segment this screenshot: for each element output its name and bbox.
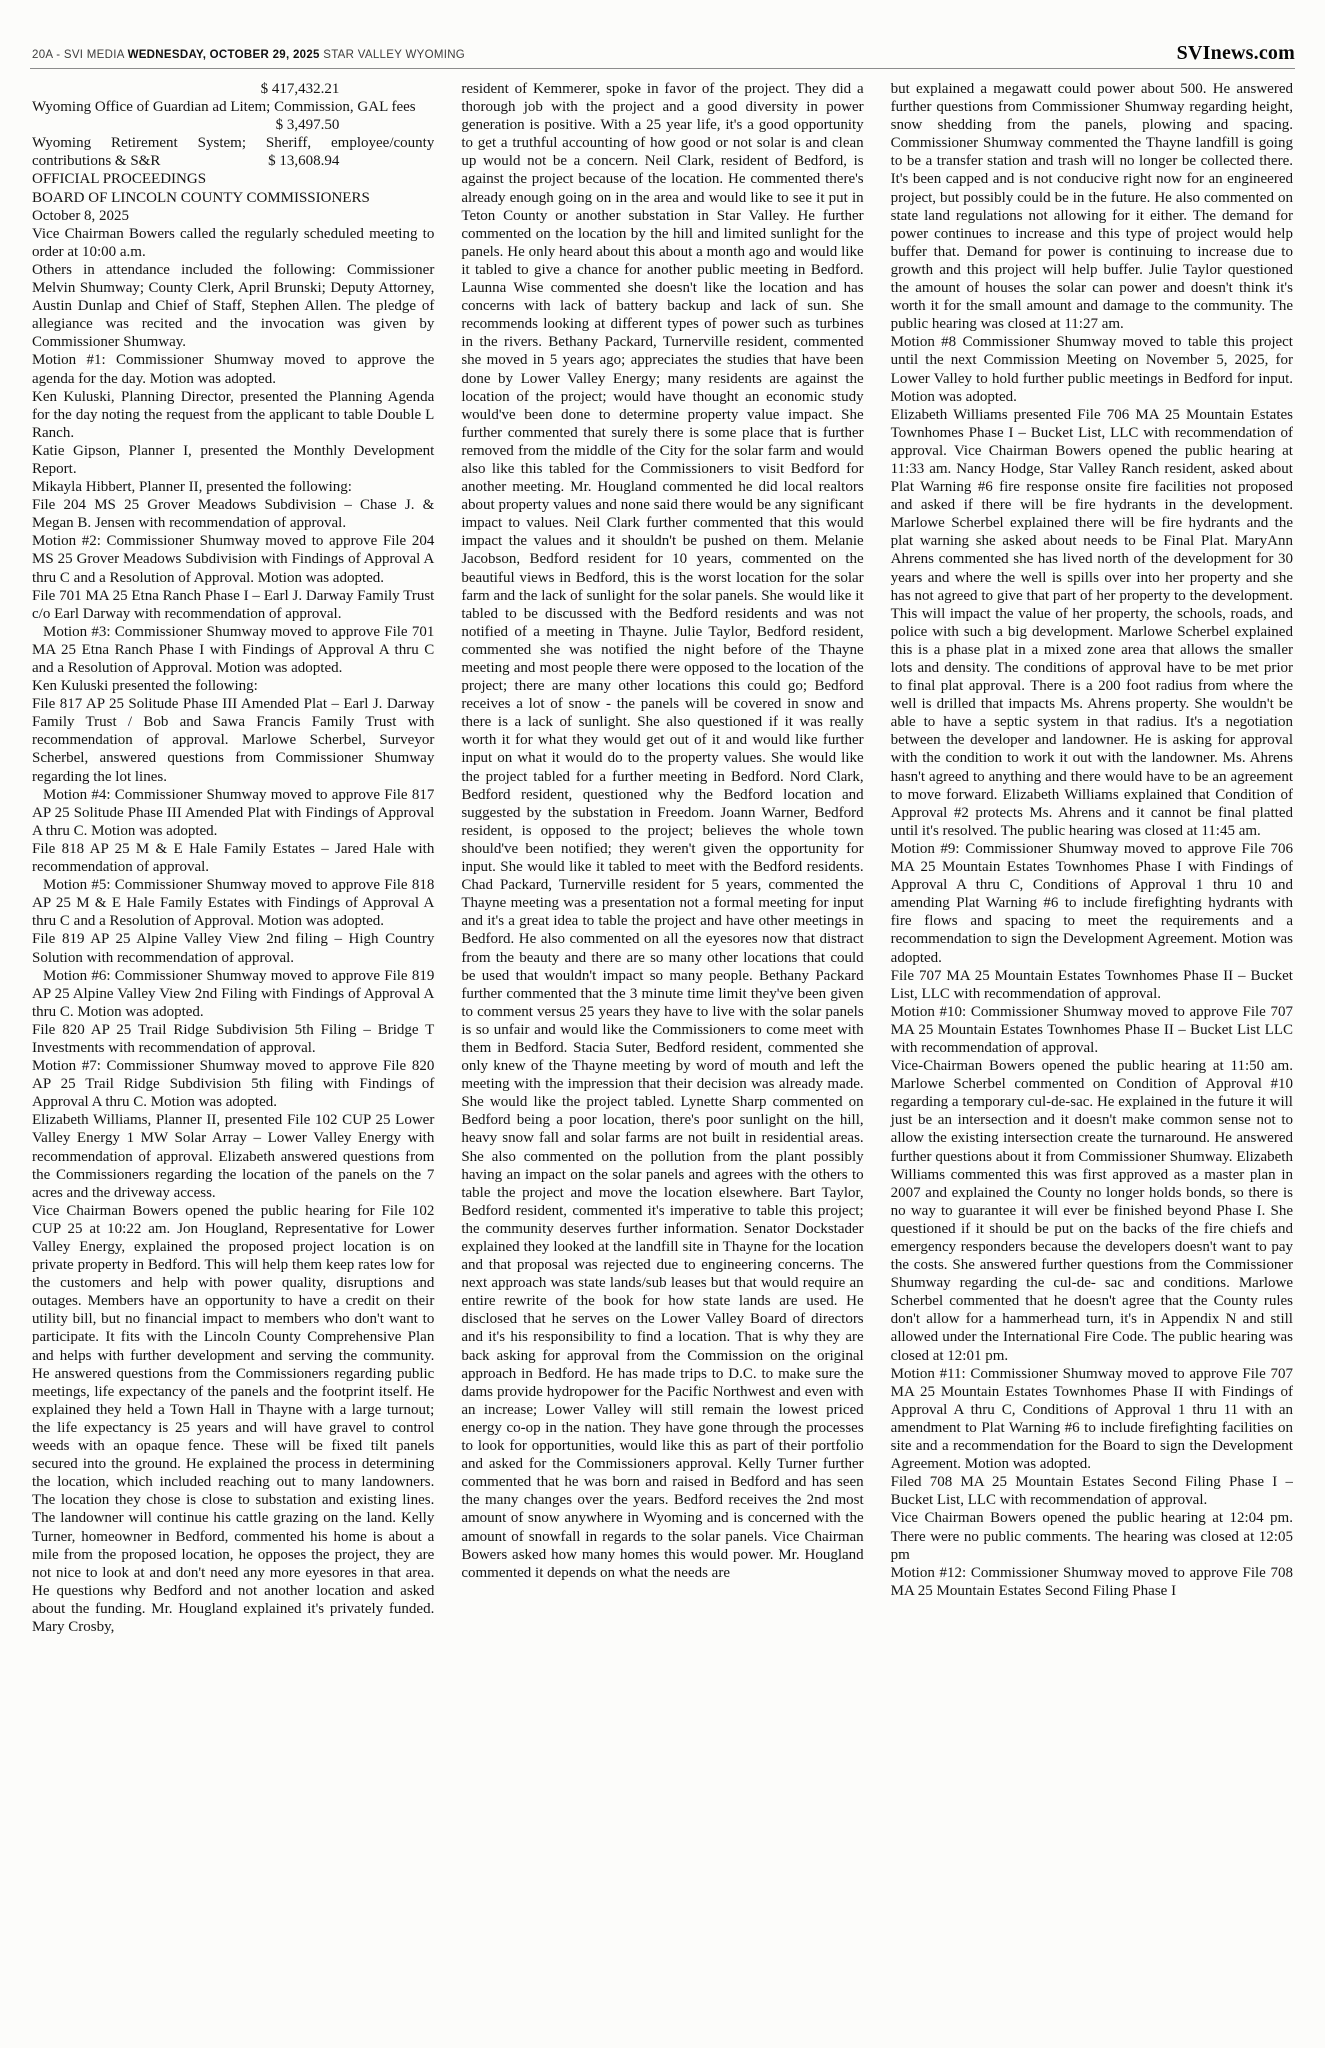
paragraph: Vice Chairman Bowers called the regularly scheduled meeting to order at 10:00 a.m. [32,225,435,260]
ledger-line [32,134,434,170]
paragraph: Motion #10: Commissioner Shumway moved to approve File 707 MA 25 Mountain Estates Townhomes Phase II – Bucket List LLC with recommendation of approval. [890,1003,1293,1056]
paragraph: Vice-Chairman Bowers opened the public hearing at 11:50 am. Marlowe Scherbel commented on Condition of Approval #10 regarding a temporary cul-de-sac. He explained in the future it will just be an intersection and it doesn't make common sense not to allow the existing intersection create the turnaround. He answered further questions about it from Commissioner Shumway. Elizabeth Williams commented this was first approved as a master plan in 2007 and explained the County no longer holds bonds, so there is no way to guarantee it will ever be finished beyond Phase I. She questioned if it should be put on the backs of the fire chiefs and emergency responders because the developers doesn't want to pay the costs. She answered further questions from the Commissioner Shumway regarding the cul-de- sac and conditions. Marlowe Scherbel commented that he doesn't agree that the County rules don't allow for a hammerhead turn, it's in Appendix N and still allowed under the International Fire Code. The public hearing was closed at 12:01 pm. [890,1058,1293,1364]
folio-location: STAR VALLEY WYOMING [319,49,466,61]
article-columns [32,80,1293,2030]
paragraph: Ken Kuluski, Planning Director, presented the Planning Agenda for the day noting the request from the applicant to table Double L Ranch. [32,388,435,441]
paragraph: October 8, 2025 [32,207,130,224]
paragraph: Mikayla Hibbert, Planner II, presented the following: [32,479,352,496]
paragraph: Others in attendance included the following: Commissioner Melvin Shumway; County Clerk, April Brunski; Deputy Attorney, Austin Dunlap and Chief of Staff, Stephen Allen. The pledge of allegiance was recited and the invocation was given by Commissioner Shumway. [32,261,435,351]
paragraph: Ken Kuluski presented the following: [32,678,258,695]
paragraph: Motion #1: Commissioner Shumway moved to approve the agenda for the day. Motion was adopted. [32,352,435,387]
paragraph: Motion #8 Commissioner Shumway moved to table this project until the next Commission Meeting on November 5, 2025, for Lower Valley to hold further public meetings in Bedford for input. Motion was adopted. [890,334,1293,405]
paragraph: Motion #7: Commissioner Shumway moved to approve File 820 AP 25 Trail Ridge Subdivision 5th filing with Findings of Approval A thru C. Motion was adopted. [32,1058,435,1111]
header-folio [32,49,465,65]
paragraph: Elizabeth Williams, Planner II, presented File 102 CUP 25 Lower Valley Energy 1 MW Solar Array – Lower Valley Energy with recommendation of approval. Elizabeth answered questions from the Commissioners regarding the location of the panels on the 7 acres and the driveway access. [32,1112,435,1201]
paragraph: File 818 AP 25 M & E Hale Family Estates – Jared Hale with recommendation of approval. [32,840,435,876]
paragraph: Katie Gipson, Planner I, presented the Monthly Development Report. [32,442,435,477]
folio-date: WEDNESDAY, OCTOBER 29, 2025 [127,49,320,61]
ledger-amount: $ 417,432.21 [260,81,340,97]
ledger-amount: $ 3,497.50 [275,117,340,134]
ledger-line [32,80,434,98]
paragraph: Motion #9: Commissioner Shumway moved to approve File 706 MA 25 Mountain Estates Townhomes Phase I with Findings of Approval A thru C, Conditions of Approval 1 thru 10 and amending Plat Warning #6 to include firefighting hydrants with fire flows and spacing to meet the requirements and a recommendation to sign the Development Agreement. Motion was adopted. [890,840,1293,966]
paragraph: File 204 MS 25 Grover Meadows Subdivision – Chase J. & Megan B. Jensen with recommendation of approval. [32,497,435,532]
site-url: SVInews.com [1176,42,1295,64]
page-header [32,42,1295,65]
paragraph: but explained a megawatt could power about 500. He answered further questions from Commissioner Shumway regarding height, snow shedding from the panels, plowing and spacing. Commissioner Shumway commented the Thayne landfill is going to be a transfer station and trash will no longer be collected there. It's been capped and is not conducive right now for an engineered project, but possibly could be in the future. He also commented on state land regulations not allowing for it either. The demand for power continues to increase and this type of project would help buffer that. Demand for power is continuing to increase due to growth and this project will help buffer. Julie Taylor questioned the amount of houses the solar can power and doesn't think it's worth it for the small amount and damage to the community. The public hearing was closed at 11:27 am. [890,81,1293,333]
paragraph: Motion #6: Commissioner Shumway moved to approve File 819 AP 25 Alpine Valley View 2nd Filing with Findings of Approval A thru C. Motion was adopted. [32,967,435,1020]
paragraph: Vice Chairman Bowers opened the public hearing at 12:04 pm. There were no public comments. The hearing was closed at 12:05 pm [890,1510,1293,1563]
header-rule [30,68,1295,69]
paragraph: OFFICIAL PROCEEDINGS [32,171,207,188]
paragraph: BOARD OF LINCOLN COUNTY COMMISSIONERS [32,189,370,206]
ledger-amount: $ 13,608.94 [268,153,340,170]
paragraph: Motion #3: Commissioner Shumway moved to approve File 701 MA 25 Etna Ranch Phase I with Findings of Approval A thru C and a Resolution of Approval. Motion was adopted. [32,623,435,676]
paragraph: File 701 MA 25 Etna Ranch Phase I – Earl J. Darway Family Trust c/o Earl Darway with recommendation of approval. [32,587,435,622]
paragraph: Vice Chairman Bowers opened the public hearing for File 102 CUP 25 at 10:22 am. Jon Hougland, Representative for Lower Valley Energy, explained the proposed project location is on private property in Bedford. This will help them keep rates low for the customers and help with power quality, disruptions and outages. Members have an opportunity to have a credit on their utility bill, but no financial impact to members who don't want to participate. It fits with the Lincoln County Comprehensive Plan and helps with further development and serving the community. He answered questions from the Commissioners regarding public meetings, life expectancy of the panels and the footprint itself. He explained they held a Town Hall in Thayne with a large turnout; the life expectancy is 25 years and will have gravel to control weeds with an opaque fence. These will be fixed tilt panels secured into the ground. He explained the process in determining the location, which included reaching out to many landowners. The location they chose is close to substation and existing lines. The landowner will continue his cattle grazing on the land. Kelly Turner, homeowner in Bedford, commented his home is about a mile from the proposed location, he opposes the project, they are not nice to look at and don't need any more eyesores in that area. He questions why Bedford and not another location and asked about the funding. Mr. Hougland explained it's privately funded. Mary Crosby, [32,1202,435,1635]
paragraph: Elizabeth Williams presented File 706 MA 25 Mountain Estates Townhomes Phase I – Bucket List, LLC with recommendation of approval. Vice Chairman Bowers opened the public hearing at 11:33 am. Nancy Hodge, Star Valley Ranch resident, asked about Plat Warning #6 fire response onsite fire facilities not proposed and asked if there will be fire hydrants in the development. Marlowe Scherbel explained there will be fire hydrants and the plat warning she asked about needs to be Final Plat. MaryAnn Ahrens commented she has lived north of the development for 30 years and where the well is spills over into her property and she has not agreed to give that part of her property to the development. This will impact the value of her property, the schools, roads, and police with such a big development. Marlowe Scherbel explained this is a phase plat in a mixed zone area that allows the smaller lots and density. The conditions of approval have to be met prior to final plat approval. There is a 200 foot radius from where the well is drilled that impacts Ms. Ahrens property. She wouldn't be able to have a septic system in that radius. It's a negotiation between the developer and landowner. He is asking for approval with the condition to work it out with the landowner. Ms. Ahrens hasn't agreed to anything and there would have to be an agreement to move forward. Elizabeth Williams explained that Condition of Approval #2 protects Ms. Ahrens and it cannot be final platted until it's resolved. The public hearing was closed at 11:45 am. [890,406,1293,839]
column-3 [891,80,1293,2030]
paragraph: Filed 708 MA 25 Mountain Estates Second Filing Phase I – Bucket List, LLC with recommendation of approval. [890,1474,1293,1509]
column-1 [32,80,434,2030]
ledger-line [32,98,434,134]
ledger-description: Wyoming Retirement System; Sheriff, employee/county contributions & S&R [32,135,435,170]
paragraph: resident of Kemmerer, spoke in favor of the project. They did a thorough job with the project and a good diversity in power generation is positive. With a 25 year life, it's a good opportunity to get a truthful accounting of how good or not solar is and clean up would not be a concern. Neil Clark, resident of Bedford, is against the project because of the location. He commented there's already enough going on in the area and would like to see it put in Teton County or another substation in Star Valley. He further commented on the location by the hill and limited sunlight for the panels. He only heard about this about a month ago and would like it tabled to give a chance for another public meeting in Bedford. Launna Wise commented she doesn't like the location and has concerns with lack of battery backup and lack of sun. She recommends looking at different types of power such as turbines in the rivers. Bethany Packard, Turnerville resident, commented she moved in 5 years ago; appreciates the studies that have been done by Lower Valley Energy; many residents are against the location of the project; would have thought an economic study would've been done to determine property value impact. She further commented that surely there is some place that is further removed from the middle of the City for the solar farm and would also like this tabled for the Commissioners to visit Bedford for another meeting. Mr. Hougland commented he did local realtors about property values and none said there would be any significant impact to values. Neil Clark further commented that this would impact the values and it shouldn't be pushed on them. Melanie Jacobson, Bedford resident for 10 years, commented on the beautiful views in Bedford, this is the worst location for the solar farm and the lack of sunlight for the solar panels. She would like it tabled to be discussed with the Bedford residents and was not notified of a meeting in Thayne. Julie Taylor, Bedford resident, commented she was notified the night before of the Thayne meeting and most people there were opposed to the location of the project; there are many other locations this could go; Bedford receives a lot of snow - the panels will be covered in snow and there is a lack of sunlight. She also questioned if it was really worth it for what they would get out of it and would like further input on what it would do to the property values. She would like the project tabled for a further meeting in Bedford. Nord Clark, Bedford resident, questioned why the Bedford location and suggested by the substation in Freedom. Joann Warner, Bedford resident, is opposed to the project; believes the whole town should've been notified; they weren't given the opportunity for input. She would like it tabled to meet with the Bedford residents. Chad Packard, Turnerville resident for 5 years, commented the Thayne meeting was a presentation not a formal meeting for input and it's a great idea to table the project and have other meetings in Bedford. He also commented on all the eyesores now that distract from the beauty and there are so many other locations that could be used that wouldn't impact so many people. Bethany Packard further commented that the 3 minute time limit they've been given to comment versus 25 years they have to live with the solar panels is so unfair and would like the Commissioners to come meet with them in Bedford. Stacia Suter, Bedford resident, commented she only knew of the Thayne meeting by word of mouth and left the meeting with the impression that their decision was already made. She would like the project tabled. Lynette Sharp commented on Bedford being a poor location, there's poor sunlight on the hill, heavy snow fall and solar farms are not built in residential areas. She also commented on the pollution from the plant possibly having an impact on the solar panels and agrees with the others to table the project and move the location elsewhere. Bart Taylor, Bedford resident, commented it's imperative to table this project; the community deserves further information. Senator Dockstader explained they looked at the landfill site in Thayne for the location and that proposal was rejected due to engineering concerns. The next approach was state lands/sub leases but that would require an entire rewrite of the book for how state lands are used. He disclosed that he serves on the Lower Valley Board of directors and it's his responsibility to find a location. That is why they are back asking for approval from the Commission on the original approach in Bedford. He has made trips to D.C. to make sure the dams provide hydropower for the Pacific Northwest and even with an increase; Lower Valley will still remain the lowest priced energy co-op in the nation. They have gone through the processes to look for opportunities, would like this as part of their portfolio and asked for the Commissioners approval. Kelly Turner further commented that he was born and raised in Bedford and has seen the many changes over the years. Bedford receives the 2nd most amount of snow anywhere in Wyoming and is concerned with the amount of snowfall in regards to the solar panels. Vice Chairman Bowers asked how many homes this would power. Mr. Hougland commented it depends on what the needs are [461,81,864,1581]
paragraph: File 819 AP 25 Alpine Valley View 2nd filing – High Country Solution with recommendation of approval. [32,931,435,966]
paragraph: Motion #11: Commissioner Shumway moved to approve File 707 MA 25 Mountain Estates Townhomes Phase II with Findings of Approval A thru C, Conditions of Approval 1 thru 11 with an amendment to Plat Warning #6 to include firefighting facilities on site and a recommendation for the Board to sign the Development Agreement. Motion was adopted. [890,1365,1293,1473]
ledger-description: Wyoming Office of Guardian ad Litem; Commission, GAL fees [32,99,416,116]
paragraph: Motion #12: Commissioner Shumway moved to approve File 708 MA 25 Mountain Estates Second Filing Phase I [890,1564,1293,1599]
paragraph: File 820 AP 25 Trail Ridge Subdivision 5th Filing – Bridge T Investments with recommendation of approval. [32,1021,435,1056]
paragraph: File 817 AP 25 Solitude Phase III Amended Plat – Earl J. Darway Family Trust / Bob and Sawa Francis Family Trust with recommendation of approval. Marlowe Scherbel, Surveyor Scherbel, answered questions from Commissioner Shumway regarding the lot lines. [32,696,435,785]
paragraph: File 707 MA 25 Mountain Estates Townhomes Phase II – Bucket List, LLC with recommendation of approval. [890,967,1293,1002]
paragraph: Motion #4: Commissioner Shumway moved to approve File 817 AP 25 Solitude Phase III Amended Plat with Findings of Approval A thru C. Motion was adopted. [32,786,435,839]
paragraph: Motion #2: Commissioner Shumway moved to approve File 204 MS 25 Grover Meadows Subdivision with Findings of Approval A thru C and a Resolution of Approval. Motion was adopted. [32,533,435,586]
folio-page-edition: 20A - SVI MEDIA [32,49,128,61]
column-2 [461,80,863,2030]
paragraph: Motion #5: Commissioner Shumway moved to approve File 818 AP 25 M & E Hale Family Estates with Findings of Approval A thru C and a Resolution of Approval. Motion was adopted. [32,877,435,930]
